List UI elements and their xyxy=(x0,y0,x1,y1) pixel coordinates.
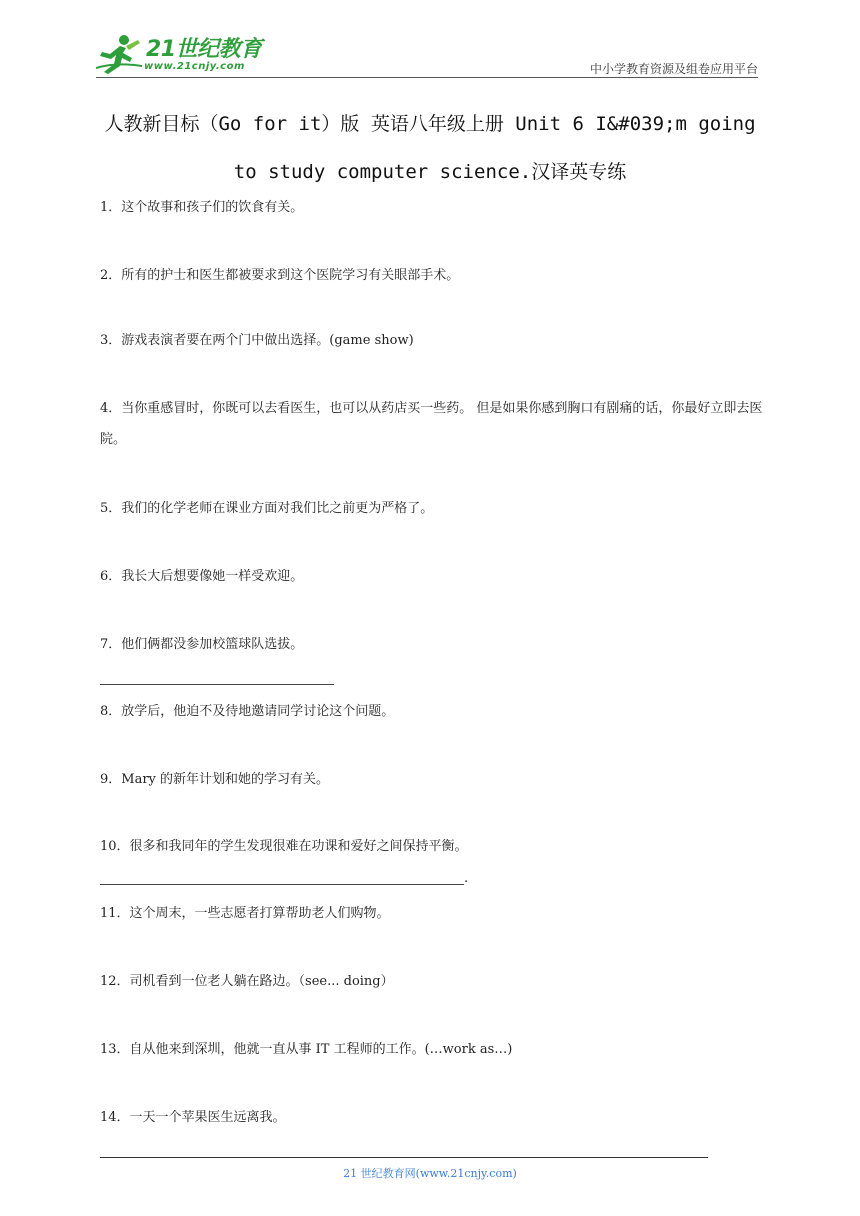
question-14: 14．一天一个苹果医生远离我。 xyxy=(100,1110,286,1125)
title-line-2: to study computer science.汉译英专练 xyxy=(233,161,627,183)
question-11: 11．这个周末，一些志愿者打算帮助老人们购物。 xyxy=(100,906,390,921)
question-1: 1．这个故事和孩子们的饮食有关。 xyxy=(100,200,304,215)
header-divider xyxy=(96,77,758,78)
answer-line-10[interactable] xyxy=(100,884,464,885)
runner-logo-icon xyxy=(96,34,142,74)
logo-url: www.21cnjy.com xyxy=(144,61,245,72)
question-6: 6．我长大后想要像她一样受欢迎。 xyxy=(100,569,304,584)
logo-text: 21世纪教育 xyxy=(146,37,262,62)
page-header xyxy=(96,30,758,78)
question-12: 12．司机看到一位老人躺在路边。（see... doing） xyxy=(100,974,394,989)
question-9: 9．Mary 的新年计划和她的学习有关。 xyxy=(100,772,330,787)
question-10: 10．很多和我同年的学生发现很难在功课和爱好之间保持平衡。 xyxy=(100,839,468,854)
question-7: 7．他们俩都没参加校篮球队选拔。 xyxy=(100,637,304,652)
question-13: 13．自从他来到深圳，他就一直从事 IT 工程师的工作。(…work as…) xyxy=(100,1042,513,1057)
title-line-1: 人教新目标（Go for it）版 英语八年级上册 Unit 6 I&#039;m going xyxy=(104,113,756,135)
answer-line-7[interactable] xyxy=(100,684,334,685)
platform-label: 中小学教育资源及组卷应用平台 xyxy=(589,62,758,76)
footer-divider xyxy=(100,1157,708,1158)
page-title xyxy=(60,100,800,196)
question-5: 5．我们的化学老师在课业方面对我们比之前更为严格了。 xyxy=(100,501,434,516)
question-8: 8．放学后，他迫不及待地邀请同学讨论这个问题。 xyxy=(100,704,395,719)
site-logo[interactable] xyxy=(96,32,266,76)
footer-link[interactable]: 21 世纪教育网(www.21cnjy.com) xyxy=(343,1167,517,1180)
question-2: 2．所有的护士和医生都被要求到这个医院学习有关眼部手术。 xyxy=(100,268,460,283)
question-4: 4．当你重感冒时，你既可以去看医生，也可以从药店买一些药。 但是如果你感到胸口有剧痛的话，你最好立即去医院。 xyxy=(100,401,763,447)
answer-line-10-period: . xyxy=(464,871,469,886)
question-3: 3．游戏表演者要在两个门中做出选择。(game show) xyxy=(100,333,414,348)
